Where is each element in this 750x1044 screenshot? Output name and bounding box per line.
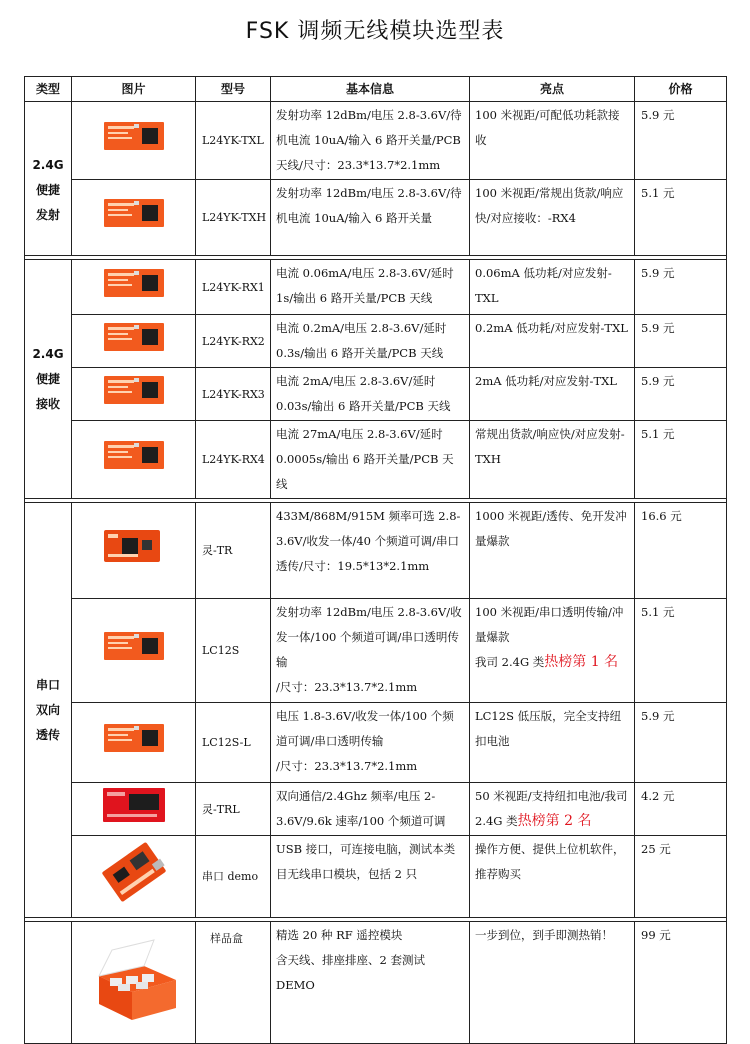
table-row [25,260,727,315]
category-cell [25,260,72,499]
table-row [25,922,727,1044]
model-cell: LC12S [196,599,271,703]
model-cell: 串口 demo [196,836,271,918]
module-board-icon [103,786,165,824]
highlight-rank: 热榜第 1 名 [544,654,619,670]
model-cell: L24YK-RX1 [196,260,271,315]
product-image [72,260,196,315]
table-row [25,503,727,599]
category-label: 串口 双向 透传 [35,677,60,742]
model-cell: L24YK-TXH [196,180,271,256]
info-cell: 433M/868M/915M 频率可选 2.8-3.6V/收发一体/40 个频道可调/串口透传/尺寸：19.5*13*2.1mm [271,503,470,599]
highlight-cell [470,599,635,703]
info-text: 电压 1.8-3.6V/收发一体/100 个频道可调/串口透明传输 [276,709,454,748]
selection-table [24,76,727,1044]
module-board-icon [104,722,164,754]
table-row [25,180,727,256]
table-row [25,836,727,918]
model-cell: LC12S-L [196,703,271,783]
table-row [25,102,727,180]
highlight-cell: 常规出货款/响应快/对应发射-TXH [470,421,635,499]
info-cell: 电流 27mA/电压 2.8-3.6V/延时 0.0005s/输出 6 路开关量/PCB 天线 [271,421,470,499]
header-model: 型号 [196,77,271,102]
info-cell [271,703,470,783]
table-row [25,315,727,368]
highlight-rank: 热榜第 2 名 [517,813,592,829]
highlight-prefix: 我司 2.4G 类 [475,789,628,828]
demo-board-icon [97,836,171,908]
module-board-icon [104,630,164,662]
category-cell [25,102,72,256]
category-cell [25,922,72,1044]
product-image [72,703,196,783]
model-cell: 样品盒 [196,922,271,1044]
module-board-icon [104,120,164,152]
highlight-cell: 2mA 低功耗/对应发射-TXL [470,368,635,421]
product-image [72,315,196,368]
table-header-row [25,77,727,102]
info-text: 精选 20 种 RF 遥控模块 [276,928,403,942]
model-cell: L24YK-RX3 [196,368,271,421]
highlight-prefix: 我司 2.4G 类 [475,655,545,669]
table-row [25,703,727,783]
price-cell: 99 元 [635,922,727,1044]
info-cell [271,599,470,703]
price-cell: 16.6 元 [635,503,727,599]
module-board-icon [104,526,164,566]
highlight-cell: 100 米视距/常规出货款/响应快/对应接收：-RX4 [470,180,635,256]
product-image [72,599,196,703]
price-cell: 5.1 元 [635,421,727,499]
product-image [72,783,196,836]
model-cell: L24YK-TXL [196,102,271,180]
module-board-icon [104,321,164,353]
info-accessories: 含天线、排座排座、2 套测试 DEMO [276,953,425,992]
info-text: 发射功率 12dBm/电压 2.8-3.6V/收发一体/100 个频道可调/串口透明传输 [276,605,462,669]
category-cell [25,503,72,918]
highlight-cell: 1000 米视距/透传、免开发冲量爆款 [470,503,635,599]
info-cell: 发射功率 12dBm/电压 2.8-3.6V/待机电流 10uA/输入 6 路开关量 [271,180,470,256]
table-row [25,599,727,703]
highlight-cell: 一步到位，到手即测热销！ [470,922,635,1044]
info-cell: 电流 2mA/电压 2.8-3.6V/延时 0.03s/输出 6 路开关量/PCB 天线 [271,368,470,421]
info-cell: USB 接口，可连接电脑，测试本类目无线串口模块，包括 2 只 [271,836,470,918]
price-cell: 5.9 元 [635,703,727,783]
info-size: /尺寸：23.3*13.7*2.1mm [276,759,418,773]
highlight-cell: 0.2mA 低功耗/对应发射-TXL [470,315,635,368]
header-highlight: 亮点 [470,77,635,102]
category-label: 2.4G 便捷 接收 [32,346,64,411]
sample-box-icon [84,928,184,1028]
highlight-cell: 0.06mA 低功耗/对应发射-TXL [470,260,635,315]
price-cell: 5.9 元 [635,315,727,368]
product-image [72,421,196,499]
header-type: 类型 [25,77,72,102]
product-image [72,102,196,180]
product-image [72,836,196,918]
price-cell: 5.9 元 [635,260,727,315]
table-row [25,421,727,499]
model-cell: L24YK-RX4 [196,421,271,499]
header-picture: 图片 [72,77,196,102]
table-row [25,783,727,836]
highlight-text: 50 米视距/支持纽扣电池/ [475,789,605,803]
info-cell: 电流 0.2mA/电压 2.8-3.6V/延时 0.3s/输出 6 路开关量/PCB 天线 [271,315,470,368]
product-image [72,368,196,421]
module-board-icon [104,197,164,229]
price-cell: 5.9 元 [635,368,727,421]
header-price: 价格 [635,77,727,102]
price-cell: 4.2 元 [635,783,727,836]
price-cell: 5.1 元 [635,599,727,703]
highlight-cell: 操作方便、提供上位机软件，推荐购买 [470,836,635,918]
header-info: 基本信息 [271,77,470,102]
info-cell [271,922,470,1044]
product-image [72,922,196,1044]
info-cell: 发射功率 12dBm/电压 2.8-3.6V/待机电流 10uA/输入 6 路开关量/PCB 天线/尺寸：23.3*13.7*2.1mm [271,102,470,180]
price-cell: 5.9 元 [635,102,727,180]
module-board-icon [104,267,164,299]
price-cell: 5.1 元 [635,180,727,256]
product-image [72,503,196,599]
info-size: /尺寸：23.3*13.7*2.1mm [276,680,418,694]
page-title: FSK 调频无线模块选型表 [245,19,505,44]
highlight-cell: LC12S 低压版，完全支持纽扣电池 [470,703,635,783]
model-cell: L24YK-RX2 [196,315,271,368]
highlight-text: 100 米视距/串口透明传输/冲量爆款 [475,605,624,644]
info-cell: 双向通信/2.4Ghz 频率/电压 2-3.6V/9.6k 速率/100 个频道可调 [271,783,470,836]
table-row [25,368,727,421]
module-board-icon [104,439,164,471]
model-cell: 灵-TR [196,503,271,599]
module-board-icon [104,374,164,406]
info-cell: 电流 0.06mA/电压 2.8-3.6V/延时 1s/输出 6 路开关量/PCB 天线 [271,260,470,315]
product-image [72,180,196,256]
highlight-cell: 100 米视距/可配低功耗款接收 [470,102,635,180]
price-cell: 25 元 [635,836,727,918]
category-label: 2.4G 便捷 发射 [32,158,64,222]
model-cell: 灵-TRL [196,783,271,836]
highlight-cell [470,783,635,836]
